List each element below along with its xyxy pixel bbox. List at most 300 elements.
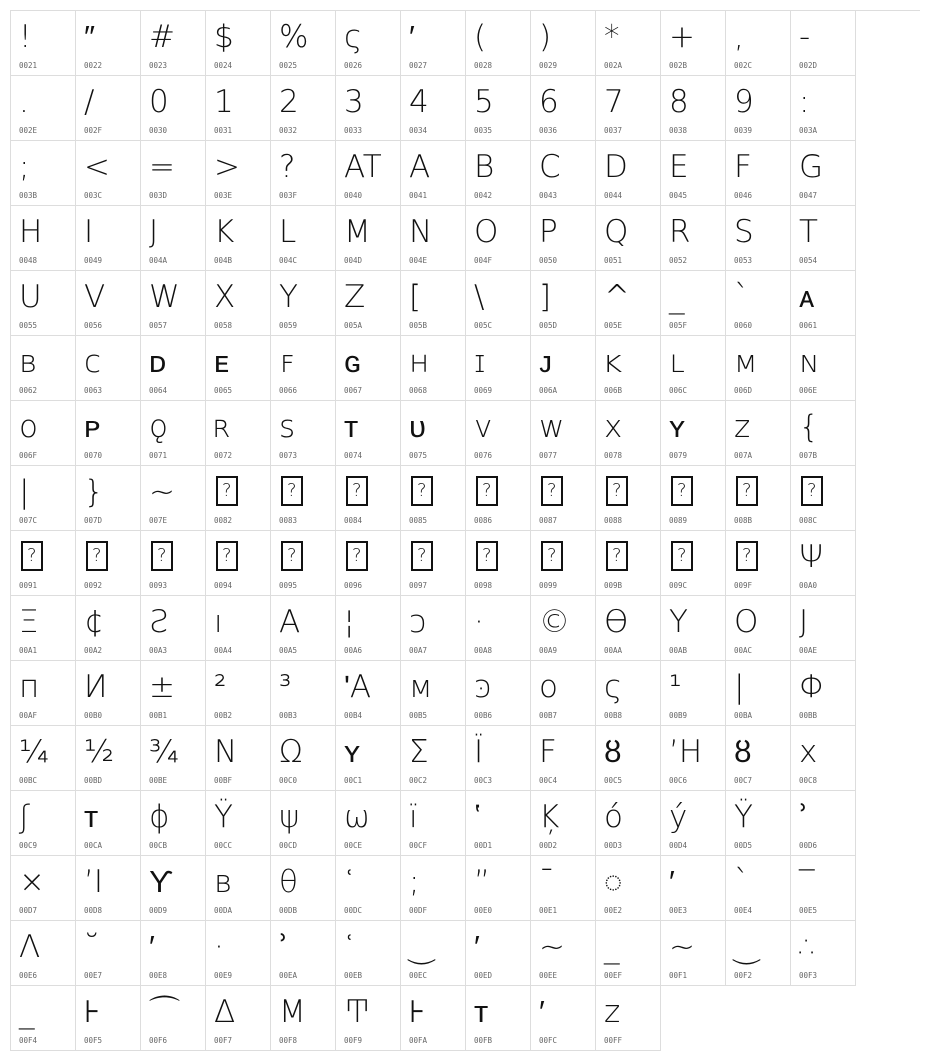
glyph: ᴊ — [539, 344, 553, 380]
glyph: $ — [214, 19, 234, 55]
glyph-code-label: 002D — [799, 61, 818, 70]
glyph-code-label: 00CE — [344, 841, 363, 850]
glyph-code-label: 0041 — [409, 191, 428, 200]
glyph-cell — [336, 336, 401, 401]
glyph-cell — [596, 531, 661, 596]
glyph: Ξ — [19, 604, 39, 640]
glyph-cell — [661, 661, 726, 726]
glyph-cell — [401, 661, 466, 726]
glyph-code-label: 005A — [344, 321, 363, 330]
glyph: Y — [669, 604, 688, 640]
missing-glyph-box: ? — [281, 541, 303, 571]
glyph: , — [734, 19, 744, 55]
glyph-code-label: 00F1 — [669, 971, 688, 980]
glyph: Ķ — [539, 799, 560, 835]
glyph-cell — [401, 336, 466, 401]
glyph-code-label: 0071 — [149, 451, 168, 460]
glyph-code-label: 003D — [149, 191, 168, 200]
glyph-cell — [76, 791, 141, 856]
glyph-cell — [791, 466, 856, 531]
missing-glyph-box: ? — [346, 476, 368, 506]
glyph: F — [734, 149, 752, 185]
missing-glyph-box: ? — [151, 541, 173, 571]
glyph-cell — [271, 791, 336, 856]
glyph: ᴋ — [604, 344, 623, 380]
glyph: ~ — [539, 929, 565, 965]
glyph: ǫ — [149, 409, 168, 445]
glyph: | — [734, 669, 745, 705]
glyph-cell — [531, 76, 596, 141]
glyph-cell — [336, 661, 401, 726]
glyph-code-label: 00EC — [409, 971, 428, 980]
glyph: K — [214, 214, 235, 250]
glyph: | — [19, 474, 30, 510]
glyph-code-label: 0063 — [84, 386, 103, 395]
glyph: R — [669, 214, 691, 250]
glyph-cell — [531, 596, 596, 661]
glyph-cell — [791, 921, 856, 986]
glyph-code-label: 0065 — [214, 386, 233, 395]
glyph: ^ — [604, 279, 630, 315]
glyph-code-label: 00C5 — [604, 776, 623, 785]
glyph: ʼI — [84, 864, 103, 900]
glyph: ȣ — [734, 734, 752, 770]
glyph-cell — [11, 921, 76, 986]
glyph-code-label: 00CA — [84, 841, 103, 850]
glyph-cell — [76, 271, 141, 336]
glyph-cell — [141, 531, 206, 596]
missing-glyph-box: ? — [476, 541, 498, 571]
glyph-code-label: 0095 — [279, 581, 298, 590]
glyph-cell — [726, 466, 791, 531]
glyph: ! — [19, 19, 32, 55]
glyph: / — [84, 84, 95, 120]
missing-glyph-box: ? — [671, 476, 693, 506]
glyph: } — [84, 474, 104, 510]
glyph: ᴅ — [149, 344, 167, 380]
glyph: ᴛ — [344, 409, 359, 445]
glyph-code-label: 00F3 — [799, 971, 818, 980]
missing-glyph-box: ? — [411, 541, 433, 571]
glyph-cell — [11, 206, 76, 271]
glyph: ᴘ — [84, 409, 101, 445]
glyph-cell — [76, 141, 141, 206]
glyph-cell — [791, 791, 856, 856]
glyph-cell — [596, 141, 661, 206]
glyph-cell — [466, 401, 531, 466]
glyph: P — [539, 214, 558, 250]
glyph-cell — [271, 466, 336, 531]
glyph-code-label: 0050 — [539, 256, 558, 265]
glyph-code-label: 00FC — [539, 1036, 558, 1045]
glyph: + — [669, 19, 695, 55]
glyph-cell — [596, 596, 661, 661]
glyph: ω — [344, 799, 370, 835]
glyph-cell — [141, 206, 206, 271]
glyph-cell — [596, 726, 661, 791]
glyph: _ — [669, 279, 685, 315]
glyph-code-label: 002C — [734, 61, 753, 70]
glyph-cell — [11, 986, 76, 1051]
glyph-cell — [141, 76, 206, 141]
glyph: 3 — [344, 84, 364, 120]
glyph-code-label: 00C7 — [734, 776, 753, 785]
glyph-cell — [596, 271, 661, 336]
missing-glyph-box: ? — [541, 541, 563, 571]
glyph: < — [84, 149, 110, 185]
glyph-cell — [466, 661, 531, 726]
glyph-code-label: 004C — [279, 256, 298, 265]
glyph-code-label: 003F — [279, 191, 298, 200]
glyph-cell — [466, 791, 531, 856]
glyph-code-label: 0072 — [214, 451, 233, 460]
glyph: > — [214, 149, 240, 185]
glyph-cell — [336, 726, 401, 791]
glyph-cell — [791, 206, 856, 271]
glyph: ᴛ — [474, 994, 489, 1030]
glyph-code-label: 006A — [539, 386, 558, 395]
glyph: \ — [474, 279, 485, 315]
glyph-code-label: 00A0 — [799, 581, 818, 590]
glyph-cell — [401, 726, 466, 791]
glyph-code-label: 00BD — [84, 776, 103, 785]
glyph-cell — [726, 661, 791, 726]
glyph-code-label: 0098 — [474, 581, 493, 590]
glyph-code-label: 005C — [474, 321, 493, 330]
glyph-code-label: 006C — [669, 386, 688, 395]
glyph-code-label: 008B — [734, 516, 753, 525]
glyph-code-label: 00D4 — [669, 841, 688, 850]
glyph-code-label: 0057 — [149, 321, 168, 330]
glyph-cell — [141, 141, 206, 206]
glyph-cell — [401, 986, 466, 1051]
glyph: # — [149, 19, 175, 55]
glyph-cell — [336, 76, 401, 141]
glyph-code-label: 00AA — [604, 646, 623, 655]
glyph-code-label: 006D — [734, 386, 753, 395]
glyph: ϒ — [149, 864, 173, 900]
glyph-cell — [661, 141, 726, 206]
glyph: ʏ — [344, 734, 361, 770]
glyph: J — [149, 214, 159, 250]
glyph: ψ — [279, 799, 300, 835]
glyph-code-label: 00C3 — [474, 776, 493, 785]
glyph-code-label: 0032 — [279, 126, 298, 135]
glyph: C — [539, 149, 561, 185]
glyph-cell — [596, 661, 661, 726]
glyph-cell — [531, 271, 596, 336]
glyph: ɔ — [409, 604, 427, 640]
glyph: ᴏ — [19, 409, 38, 445]
glyph: ( — [474, 19, 487, 55]
glyph: B — [474, 149, 495, 185]
glyph: ʟ — [669, 344, 688, 380]
glyph-cell — [206, 401, 271, 466]
glyph: ˘ — [84, 929, 100, 965]
glyph-code-label: 005E — [604, 321, 623, 330]
glyph-code-label: 0054 — [799, 256, 818, 265]
glyph-cell — [726, 531, 791, 596]
glyph-code-label: 00A2 — [84, 646, 103, 655]
glyph: ½ — [84, 734, 115, 770]
glyph-cell — [336, 596, 401, 661]
glyph: _ — [19, 994, 35, 1030]
glyph-code-label: 005F — [669, 321, 688, 330]
glyph-code-label: 00B7 — [539, 711, 558, 720]
glyph-code-label: 00E2 — [604, 906, 623, 915]
glyph-cell — [661, 76, 726, 141]
glyph-code-label: 0079 — [669, 451, 688, 460]
glyph-code-label: 007D — [84, 516, 103, 525]
glyph-cell — [401, 11, 466, 76]
glyph-code-label: 0069 — [474, 386, 493, 395]
glyph-code-label: 00E7 — [84, 971, 103, 980]
glyph: T — [799, 214, 818, 250]
glyph-cell — [596, 11, 661, 76]
glyph-cell — [596, 401, 661, 466]
glyph-cell — [531, 401, 596, 466]
glyph-cell — [206, 531, 271, 596]
glyph: ⌒ — [149, 994, 180, 1030]
missing-glyph-box: ? — [86, 541, 108, 571]
glyph-code-label: 00E8 — [149, 971, 168, 980]
glyph: ] — [539, 279, 552, 315]
glyph: ᴢ — [604, 994, 621, 1030]
glyph-cell — [76, 726, 141, 791]
glyph-code-label: 00C8 — [799, 776, 818, 785]
missing-glyph-box: ? — [801, 476, 823, 506]
glyph: ′ — [474, 929, 480, 965]
glyph-cell — [271, 921, 336, 986]
glyph-code-label: 0026 — [344, 61, 363, 70]
glyph-code-label: 00C9 — [19, 841, 38, 850]
glyph-code-label: 00E4 — [734, 906, 753, 915]
glyph-code-label: 00BC — [19, 776, 38, 785]
missing-glyph-box: ? — [411, 476, 433, 506]
glyph-code-label: 00DF — [409, 906, 428, 915]
glyph-cell — [206, 791, 271, 856]
glyph: ‾ — [799, 864, 815, 900]
glyph: ` — [734, 864, 750, 900]
glyph-cell — [466, 76, 531, 141]
glyph: : — [799, 84, 810, 120]
glyph-code-label: 0049 — [84, 256, 103, 265]
glyph-code-label: 00D2 — [539, 841, 558, 850]
glyph-cell — [661, 271, 726, 336]
glyph-code-label: 0077 — [539, 451, 558, 460]
glyph-code-label: 0040 — [344, 191, 363, 200]
glyph-code-label: 0051 — [604, 256, 623, 265]
glyph: Λ — [19, 929, 41, 965]
missing-glyph-box: ? — [281, 476, 303, 506]
glyph: ⊦ — [84, 994, 101, 1030]
glyph-code-label: 0099 — [539, 581, 558, 590]
glyph-cell — [401, 401, 466, 466]
glyph: ᴢ — [734, 409, 751, 445]
glyph-code-label: 00C1 — [344, 776, 363, 785]
glyph-code-label: 0088 — [604, 516, 623, 525]
glyph-cell — [271, 11, 336, 76]
glyph-cell — [531, 141, 596, 206]
glyph-code-label: 00A7 — [409, 646, 428, 655]
glyph: ɸ — [149, 799, 170, 835]
glyph-code-label: 00E1 — [539, 906, 558, 915]
glyph-cell — [726, 271, 791, 336]
glyph-code-label: 0052 — [669, 256, 688, 265]
glyph-cell — [336, 271, 401, 336]
missing-glyph-box: ? — [606, 541, 628, 571]
glyph: ` — [734, 279, 750, 315]
glyph: Y — [279, 279, 298, 315]
glyph-cell — [271, 336, 336, 401]
glyph-cell — [726, 726, 791, 791]
glyph-code-label: 00BE — [149, 776, 168, 785]
glyph: % — [279, 19, 309, 55]
glyph-code-label: 00A1 — [19, 646, 38, 655]
glyph-cell — [336, 856, 401, 921]
glyph: ~ — [669, 929, 695, 965]
glyph: × — [19, 864, 45, 900]
glyph-code-label: 0029 — [539, 61, 558, 70]
glyph-code-label: 00BF — [214, 776, 233, 785]
glyph-code-label: 003A — [799, 126, 818, 135]
glyph-cell — [76, 11, 141, 76]
glyph: AT — [344, 149, 382, 185]
glyph: ɪ — [474, 344, 486, 380]
glyph-code-label: 00F7 — [214, 1036, 233, 1045]
glyph-code-label: 0062 — [19, 386, 38, 395]
glyph-code-label: 00E9 — [214, 971, 233, 980]
glyph-code-label: 00CC — [214, 841, 233, 850]
glyph-code-label: 0093 — [149, 581, 168, 590]
glyph: ʙ — [19, 344, 37, 380]
glyph-code-label: 00B6 — [474, 711, 493, 720]
glyph-code-label: 00A4 — [214, 646, 233, 655]
glyph: ı — [214, 604, 223, 640]
glyph: { — [799, 409, 819, 445]
glyph: И — [84, 669, 108, 705]
glyph-cell — [661, 921, 726, 986]
glyph: Ÿ — [734, 799, 753, 835]
glyph: Ω — [279, 734, 303, 770]
glyph-cell — [11, 661, 76, 726]
glyph-cell — [76, 76, 141, 141]
glyph-code-label: 0082 — [214, 516, 233, 525]
glyph-cell — [661, 791, 726, 856]
glyph-cell — [466, 986, 531, 1051]
glyph-code-label: 00FF — [604, 1036, 623, 1045]
glyph: N — [409, 214, 433, 250]
glyph-code-label: 0035 — [474, 126, 493, 135]
glyph: ” — [474, 864, 491, 900]
glyph: ʿ — [344, 864, 355, 900]
glyph-cell — [271, 206, 336, 271]
glyph: ᴍ — [409, 669, 433, 705]
glyph-cell — [791, 856, 856, 921]
glyph: ∴ — [799, 929, 819, 965]
glyph-code-label: 00E0 — [474, 906, 493, 915]
glyph: ɴ — [799, 344, 819, 380]
glyph: © — [539, 604, 570, 640]
glyph-cell — [531, 986, 596, 1051]
glyph-cell — [141, 596, 206, 661]
glyph: ″ — [84, 19, 95, 55]
glyph-code-label: 002F — [84, 126, 103, 135]
glyph-code-label: 0043 — [539, 191, 558, 200]
glyph-cell — [531, 856, 596, 921]
glyph-code-label: 0056 — [84, 321, 103, 330]
glyph-code-label: 00B1 — [149, 711, 168, 720]
glyph-code-label: 0039 — [734, 126, 753, 135]
glyph-cell — [336, 791, 401, 856]
glyph: Σ — [409, 734, 429, 770]
glyph: ʾ — [799, 799, 809, 835]
glyph-cell — [271, 596, 336, 661]
glyph-code-label: 0066 — [279, 386, 298, 395]
glyph: ʀ — [214, 409, 233, 445]
glyph-cell — [466, 726, 531, 791]
glyph-cell — [661, 466, 726, 531]
glyph: M — [279, 994, 306, 1030]
glyph-code-label: 00A5 — [279, 646, 298, 655]
glyph: ‿ — [409, 929, 434, 965]
glyph: Δ — [214, 994, 236, 1030]
glyph-code-label: 00C0 — [279, 776, 298, 785]
glyph-cell — [791, 596, 856, 661]
glyph-code-label: 00B4 — [344, 711, 363, 720]
glyph-cell — [531, 791, 596, 856]
missing-glyph-box: ? — [736, 541, 758, 571]
glyph-code-label: 005D — [539, 321, 558, 330]
glyph: Q — [604, 214, 629, 250]
glyph-code-label: 0074 — [344, 451, 363, 460]
glyph-cell — [726, 141, 791, 206]
glyph-cell — [206, 856, 271, 921]
glyph-cell — [11, 336, 76, 401]
glyph: ) — [539, 19, 552, 55]
glyph-code-label: 0053 — [734, 256, 753, 265]
glyph-cell — [141, 726, 206, 791]
glyph-cell — [791, 401, 856, 466]
glyph: [ — [409, 279, 422, 315]
glyph-code-label: 00B8 — [604, 711, 623, 720]
glyph-code-label: 00AF — [19, 711, 38, 720]
glyph-cell — [336, 986, 401, 1051]
glyph-code-label: 0075 — [409, 451, 428, 460]
glyph-code-label: 0058 — [214, 321, 233, 330]
missing-glyph-box: ? — [606, 476, 628, 506]
glyph-cell — [11, 466, 76, 531]
glyph-code-label: 00FA — [409, 1036, 428, 1045]
glyph-cell — [206, 596, 271, 661]
glyph-code-label: 00B2 — [214, 711, 233, 720]
glyph-cell — [596, 336, 661, 401]
glyph: ʿ — [344, 929, 355, 965]
glyph: ′ — [669, 864, 675, 900]
glyph-code-label: 00F5 — [84, 1036, 103, 1045]
glyph: ʹA — [344, 669, 372, 705]
glyph-cell — [11, 531, 76, 596]
glyph: ς — [344, 19, 363, 55]
glyph-code-label: 004A — [149, 256, 168, 265]
glyph: ᴛ — [84, 799, 99, 835]
glyph-cell — [401, 271, 466, 336]
glyph: E — [669, 149, 689, 185]
glyph: ý — [669, 799, 688, 835]
glyph-cell — [336, 11, 401, 76]
glyph-cell — [141, 856, 206, 921]
glyph-code-label: 002E — [19, 126, 38, 135]
